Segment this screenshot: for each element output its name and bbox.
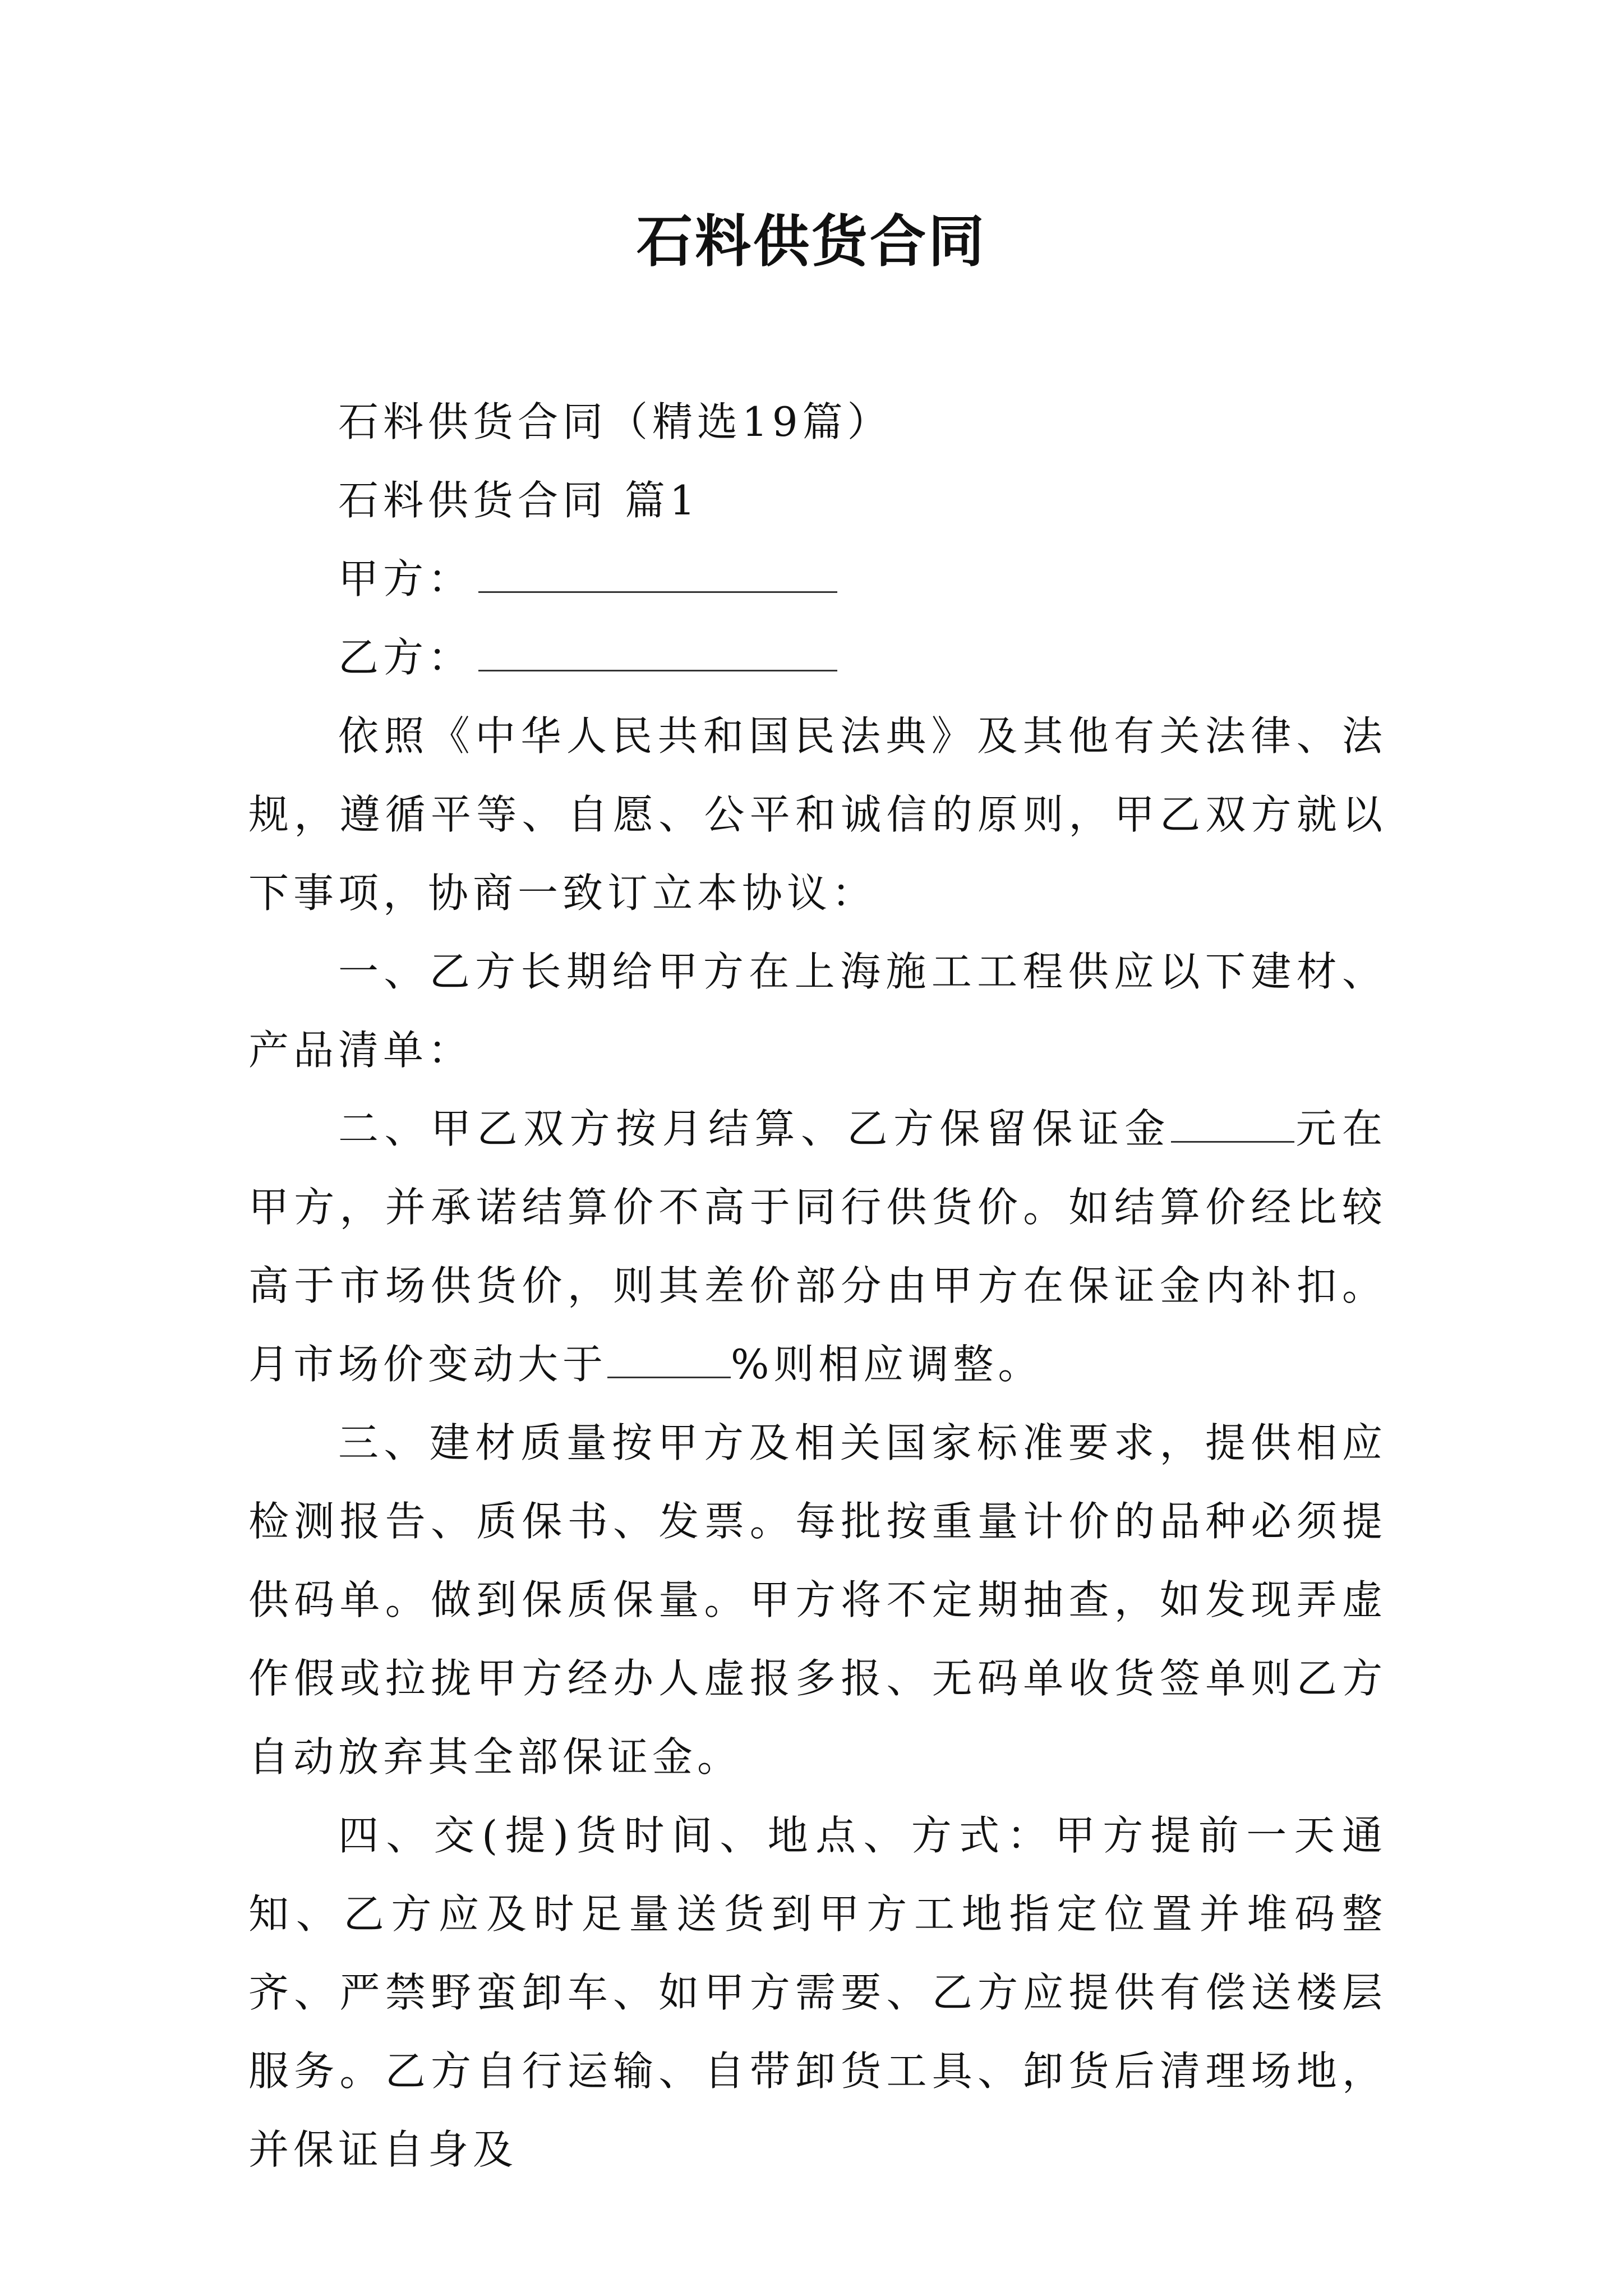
intro-paragraph: 依照《中华人民共和国民法典》及其他有关法律、法规，遵循平等、自愿、公平和诚信的原则，甲乙双方就以下事项，协商一致订立本协议： [248, 712, 1387, 917]
clause-2-part1: 二、甲乙双方按月结算、乙方保留保证金 [338, 1105, 1171, 1152]
subtitle: 石料供货合同（精选19篇） [338, 398, 892, 445]
document-body [248, 383, 1387, 2189]
party-a-label: 甲方： [338, 555, 473, 602]
party-a-blank [478, 558, 837, 593]
document-title: 石料供货合同 [637, 208, 986, 274]
section-heading: 石料供货合同 篇1 [338, 477, 700, 524]
clause-2 [248, 1089, 1387, 1404]
party-a-line [248, 540, 1387, 618]
party-b-line [248, 618, 1387, 697]
clause-1: 一、乙方长期给甲方在上海施工工程供应以下建材、产品清单： [248, 948, 1387, 1074]
deposit-amount-blank [1171, 1107, 1294, 1143]
clause-3: 三、建材质量按甲方及相关国家标准要求，提供相应检测报告、质保书、发票。每批按重量计价的品种必须提供码单。做到保质保量。甲方将不定期抽查，如发现弄虚作假或拉拢甲方经办人虚报多报、无码单收货签单则乙方自动放弃其全部保证金。 [248, 1419, 1387, 1780]
clause-2-part2: 元在甲方，并承诺结算价不高于同行供货价。如结算价经比较高于市场供货价，则其差价部分由甲方在保证金内补扣。月市场价变动大于 [248, 1105, 1387, 1388]
clause-4: 四、交(提)货时间、地点、方式：甲方提前一天通知、乙方应及时足量送货到甲方工地指定位置并堆码整齐、严禁野蛮卸车、如甲方需要、乙方应提供有偿送楼层服务。乙方自行运输、自带卸货工具、卸货后清理场地，并保证自身及 [248, 1812, 1387, 2173]
party-b-label: 乙方： [338, 634, 473, 681]
clause-2-part3: %则相应调整。 [731, 1341, 1043, 1388]
party-b-blank [478, 636, 837, 671]
price-change-percent-blank [607, 1343, 731, 1378]
